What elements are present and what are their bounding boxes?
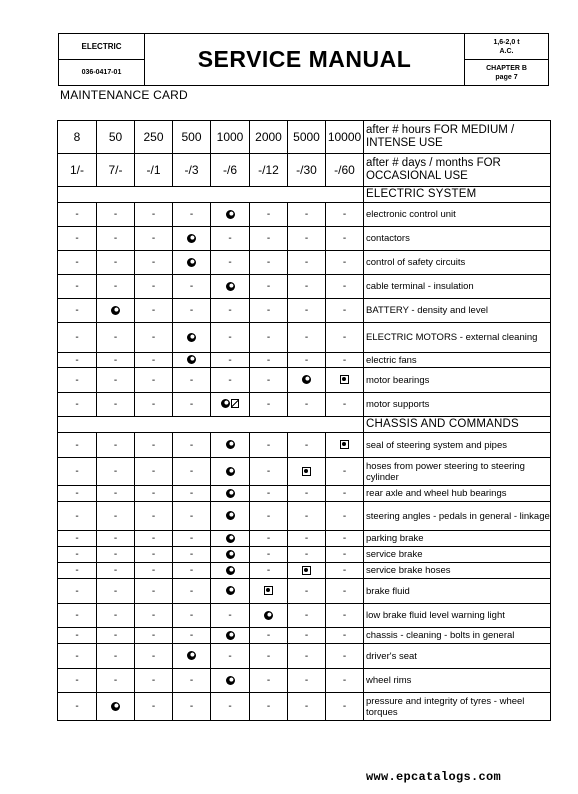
interval-cell: - [326, 644, 364, 669]
interval-cell [211, 563, 250, 579]
maintenance-item-label: hoses from power steering to steering cylinder [364, 458, 551, 486]
section-header-row [58, 187, 551, 203]
table-row [58, 579, 551, 604]
interval-cell: - [288, 644, 326, 669]
interval-cell: - [173, 203, 211, 227]
interval-cell: - [326, 563, 364, 579]
table-row [58, 433, 551, 458]
interval-cell: - [250, 669, 288, 693]
interval-cell: - [326, 299, 364, 323]
inspect-icon [226, 511, 235, 520]
interval-cell: - [135, 275, 173, 299]
section-header-row [58, 417, 551, 433]
interval-cell: - [135, 669, 173, 693]
interval-cell: - [288, 203, 326, 227]
interval-cell: - [326, 275, 364, 299]
section-spacer [58, 417, 364, 433]
interval-cell: - [135, 604, 173, 628]
interval-cell [211, 579, 250, 604]
maintenance-item-label: cable terminal - insulation [364, 275, 551, 299]
interval-cell [97, 299, 135, 323]
inspect-icon [187, 234, 196, 243]
interval-cell: - [135, 628, 173, 644]
interval-cell: - [326, 393, 364, 417]
header-model [464, 34, 548, 60]
maintenance-item-label: contactors [364, 227, 551, 251]
maintenance-item-label: electronic control unit [364, 203, 551, 227]
table-row [58, 628, 551, 644]
interval-cell: - [250, 393, 288, 417]
interval-cell: - [173, 486, 211, 502]
interval-cell: - [173, 693, 211, 721]
table-row [58, 203, 551, 227]
interval-cell [288, 458, 326, 486]
interval-cell: - [211, 323, 250, 353]
interval-cell: - [288, 227, 326, 251]
interval-cell: - [326, 547, 364, 563]
maintenance-item-label: control of safety circuits [364, 251, 551, 275]
interval-cell: - [58, 531, 97, 547]
table-row [58, 353, 551, 368]
maintenance-card-title: MAINTENANCE CARD [60, 88, 188, 102]
interval-cell: - [288, 353, 326, 368]
maintenance-item-label: ELECTRIC MOTORS - external cleaning [364, 323, 551, 353]
header-document-code: 036-0417-01 [59, 60, 145, 85]
table-row [58, 669, 551, 693]
maintenance-item-label: electric fans [364, 353, 551, 368]
interval-cell [211, 531, 250, 547]
page-title: SERVICE MANUAL [197, 46, 412, 72]
interval-cell: - [326, 669, 364, 693]
interval-cell: - [173, 669, 211, 693]
interval-cell: - [288, 323, 326, 353]
header-page-number: page 7 [495, 73, 518, 81]
interval-cell: - [173, 604, 211, 628]
interval-cell: - [135, 563, 173, 579]
interval-cell: - [326, 458, 364, 486]
interval-cell: - [173, 502, 211, 531]
interval-cell: - [135, 547, 173, 563]
interval-cell: - [58, 368, 97, 393]
header-category: ELECTRIC [59, 34, 145, 60]
header-power-type: A.C. [499, 47, 514, 55]
interval-cell: - [211, 604, 250, 628]
interval-cell: - [326, 531, 364, 547]
interval-cell: - [97, 433, 135, 458]
section-spacer [58, 187, 364, 203]
interval-cell: - [288, 433, 326, 458]
interval-cell: - [97, 368, 135, 393]
periods-cell: -/12 [250, 154, 288, 187]
interval-cell: - [288, 628, 326, 644]
interval-cell [250, 579, 288, 604]
interval-cell: - [173, 563, 211, 579]
interval-cell: - [135, 579, 173, 604]
interval-cell [250, 604, 288, 628]
interval-cell: - [288, 299, 326, 323]
inspect-icon [226, 676, 235, 685]
interval-cell: - [97, 502, 135, 531]
gear-icon [340, 440, 349, 449]
interval-cell: - [326, 502, 364, 531]
interval-cell: - [288, 531, 326, 547]
interval-cell: - [326, 251, 364, 275]
hours-cell: 250 [135, 121, 173, 154]
interval-cell: - [58, 433, 97, 458]
inspect-icon [187, 258, 196, 267]
inspect-icon [221, 399, 230, 408]
inspect-icon [226, 534, 235, 543]
maintenance-item-label: wheel rims [364, 669, 551, 693]
interval-cell: - [173, 547, 211, 563]
interval-cell: - [173, 275, 211, 299]
interval-cell: - [250, 299, 288, 323]
maintenance-item-label: low brake fluid level warning light [364, 604, 551, 628]
interval-cell [173, 323, 211, 353]
document-header [58, 33, 549, 86]
interval-cell: - [250, 368, 288, 393]
interval-cell: - [173, 299, 211, 323]
hours-cell: 10000 [326, 121, 364, 154]
inspect-icon [226, 210, 235, 219]
table-row [58, 531, 551, 547]
interval-cell: - [97, 547, 135, 563]
interval-cell: - [211, 693, 250, 721]
header-chapter [464, 60, 548, 85]
interval-cell: - [58, 693, 97, 721]
interval-cell: - [97, 669, 135, 693]
table-row [58, 563, 551, 579]
maintenance-item-label: motor supports [364, 393, 551, 417]
section-title: ELECTRIC SYSTEM [364, 187, 551, 203]
inspect-icon [226, 440, 235, 449]
table-row [58, 458, 551, 486]
interval-cell: - [97, 323, 135, 353]
interval-cell: - [97, 628, 135, 644]
interval-cell: - [97, 579, 135, 604]
inspect-icon [111, 702, 120, 711]
interval-cell [288, 563, 326, 579]
interval-cell: - [326, 579, 364, 604]
maintenance-item-label: chassis - cleaning - bolts in general [364, 628, 551, 644]
gear-icon [302, 566, 311, 575]
interval-cell: - [97, 531, 135, 547]
inspect-icon [187, 355, 196, 364]
interval-cell: - [250, 203, 288, 227]
interval-cell: - [173, 458, 211, 486]
inspect-icon [226, 282, 235, 291]
interval-cell: - [250, 531, 288, 547]
inspect-icon [226, 566, 235, 575]
interval-cell: - [58, 393, 97, 417]
interval-cell: - [173, 393, 211, 417]
interval-cell: - [211, 251, 250, 275]
table-row [58, 275, 551, 299]
table-row [58, 368, 551, 393]
interval-cell: - [288, 393, 326, 417]
interval-cell: - [250, 251, 288, 275]
inspect-icon [302, 375, 311, 384]
interval-cell: - [326, 604, 364, 628]
interval-cell: - [211, 644, 250, 669]
periods-cell: -/1 [135, 154, 173, 187]
gear-icon [302, 467, 311, 476]
interval-cell: - [97, 227, 135, 251]
interval-cell: - [250, 563, 288, 579]
interval-cell [211, 393, 250, 417]
inspect-icon [226, 467, 235, 476]
interval-cell [211, 275, 250, 299]
hours-cell: 50 [97, 121, 135, 154]
interval-cell: - [58, 547, 97, 563]
header-chapter-label: CHAPTER B [486, 64, 527, 72]
interval-cell: - [211, 353, 250, 368]
interval-cell [173, 644, 211, 669]
interval-cell: - [135, 368, 173, 393]
interval-cell: - [250, 275, 288, 299]
interval-cell: - [288, 604, 326, 628]
interval-cell: - [58, 502, 97, 531]
interval-cell: - [288, 275, 326, 299]
interval-cell [211, 502, 250, 531]
interval-cell: - [288, 579, 326, 604]
inspect-icon [226, 631, 235, 640]
interval-cell: - [211, 227, 250, 251]
interval-cell [211, 669, 250, 693]
interval-cell [211, 433, 250, 458]
interval-cell: - [173, 368, 211, 393]
interval-cell: - [135, 393, 173, 417]
interval-cell: - [326, 353, 364, 368]
interval-cell [326, 368, 364, 393]
interval-cell: - [135, 433, 173, 458]
interval-cell: - [58, 628, 97, 644]
maintenance-table-body [58, 121, 551, 721]
interval-cell: - [173, 531, 211, 547]
interval-cell: - [97, 393, 135, 417]
interval-cell: - [288, 486, 326, 502]
table-row [58, 644, 551, 669]
interval-cell: - [135, 203, 173, 227]
interval-cell: - [326, 693, 364, 721]
table-row [58, 693, 551, 721]
interval-cell [288, 368, 326, 393]
interval-cell: - [58, 458, 97, 486]
interval-cell: - [135, 486, 173, 502]
interval-cell: - [58, 604, 97, 628]
interval-cell: - [58, 203, 97, 227]
maintenance-item-label: service brake hoses [364, 563, 551, 579]
interval-cell: - [97, 353, 135, 368]
interval-cell: - [250, 628, 288, 644]
interval-cell: - [97, 644, 135, 669]
interval-cell [173, 227, 211, 251]
table-row [58, 547, 551, 563]
interval-cell: - [326, 486, 364, 502]
interval-cell: - [135, 644, 173, 669]
interval-cell: - [250, 644, 288, 669]
maintenance-item-label: parking brake [364, 531, 551, 547]
interval-cell: - [97, 251, 135, 275]
interval-cell: - [58, 251, 97, 275]
table-row [58, 299, 551, 323]
interval-cell: - [250, 693, 288, 721]
header-capacity: 1,6-2,0 t [493, 38, 520, 46]
maintenance-item-label: steering angles - pedals in general - linkage [364, 502, 551, 531]
section-title: CHASSIS AND COMMANDS [364, 417, 551, 433]
table-row [58, 323, 551, 353]
interval-cell [211, 203, 250, 227]
hours-cell: 1000 [211, 121, 250, 154]
interval-cell: - [58, 563, 97, 579]
interval-cell: - [135, 251, 173, 275]
interval-cell: - [288, 251, 326, 275]
table-row [58, 502, 551, 531]
maintenance-item-label: service brake [364, 547, 551, 563]
interval-cell [173, 353, 211, 368]
interval-cell: - [326, 227, 364, 251]
interval-cell: - [211, 299, 250, 323]
interval-cell: - [173, 433, 211, 458]
interval-cell: - [326, 203, 364, 227]
interval-cell: - [250, 433, 288, 458]
interval-cell: - [326, 323, 364, 353]
interval-cell: - [211, 368, 250, 393]
interval-cell: - [173, 628, 211, 644]
footer-website: www.epcatalogs.com [366, 770, 502, 784]
maintenance-item-label: rear axle and wheel hub bearings [364, 486, 551, 502]
interval-cell: - [326, 628, 364, 644]
gear-icon [340, 375, 349, 384]
hours-cell: 5000 [288, 121, 326, 154]
interval-cell: - [135, 227, 173, 251]
interval-cell: - [250, 486, 288, 502]
interval-cell: - [97, 563, 135, 579]
interval-cell: - [58, 299, 97, 323]
hours-label: after # hours FOR MEDIUM / INTENSE USE [364, 121, 551, 154]
interval-cell: - [97, 275, 135, 299]
interval-cell: - [250, 227, 288, 251]
periods-cell: -/60 [326, 154, 364, 187]
interval-cell: - [173, 579, 211, 604]
interval-cell: - [250, 353, 288, 368]
interval-cell: - [135, 353, 173, 368]
interval-cell: - [58, 644, 97, 669]
maintenance-item-label: driver's seat [364, 644, 551, 669]
interval-cell [97, 693, 135, 721]
periods-row [58, 154, 551, 187]
inspect-icon [226, 586, 235, 595]
interval-cell: - [250, 547, 288, 563]
maintenance-item-label: BATTERY - density and level [364, 299, 551, 323]
inspect-icon [111, 306, 120, 315]
table-row [58, 227, 551, 251]
interval-cell [211, 628, 250, 644]
inspect-icon [187, 333, 196, 342]
interval-cell [211, 486, 250, 502]
interval-cell: - [58, 486, 97, 502]
interval-cell: - [97, 486, 135, 502]
periods-label: after # days / months FOR OCCASIONAL USE [364, 154, 551, 187]
hours-cell: 2000 [250, 121, 288, 154]
interval-cell: - [135, 458, 173, 486]
maintenance-item-label: motor bearings [364, 368, 551, 393]
interval-cell: - [58, 353, 97, 368]
interval-cell: - [58, 323, 97, 353]
interval-cell: - [288, 502, 326, 531]
periods-cell: -/30 [288, 154, 326, 187]
interval-cell [211, 547, 250, 563]
interval-cell [211, 458, 250, 486]
interval-cell: - [250, 502, 288, 531]
table-row [58, 251, 551, 275]
periods-cell: 1/- [58, 154, 97, 187]
hours-row [58, 121, 551, 154]
interval-cell: - [288, 547, 326, 563]
interval-cell: - [288, 669, 326, 693]
interval-cell: - [288, 693, 326, 721]
service-and-replace-icon [221, 399, 239, 408]
hours-cell: 500 [173, 121, 211, 154]
maintenance-table [57, 120, 551, 721]
interval-cell: - [97, 458, 135, 486]
inspect-icon [226, 550, 235, 559]
inspect-icon [187, 651, 196, 660]
periods-cell: -/3 [173, 154, 211, 187]
inspect-icon [264, 611, 273, 620]
interval-cell: - [58, 275, 97, 299]
maintenance-item-label: brake fluid [364, 579, 551, 604]
table-row [58, 486, 551, 502]
maintenance-item-label: pressure and integrity of tyres - wheel torques [364, 693, 551, 721]
periods-cell: 7/- [97, 154, 135, 187]
replace-icon [231, 399, 239, 408]
interval-cell: - [250, 323, 288, 353]
interval-cell: - [58, 579, 97, 604]
table-row [58, 604, 551, 628]
maintenance-item-label: seal of steering system and pipes [364, 433, 551, 458]
interval-cell: - [135, 299, 173, 323]
interval-cell: - [97, 604, 135, 628]
interval-cell: - [97, 203, 135, 227]
gear-icon [264, 586, 273, 595]
inspect-icon [226, 489, 235, 498]
periods-cell: -/6 [211, 154, 250, 187]
interval-cell: - [135, 502, 173, 531]
hours-cell: 8 [58, 121, 97, 154]
interval-cell: - [58, 227, 97, 251]
interval-cell: - [58, 669, 97, 693]
interval-cell: - [250, 458, 288, 486]
interval-cell [173, 251, 211, 275]
interval-cell [326, 433, 364, 458]
table-row [58, 393, 551, 417]
interval-cell: - [135, 531, 173, 547]
interval-cell: - [135, 323, 173, 353]
interval-cell: - [135, 693, 173, 721]
